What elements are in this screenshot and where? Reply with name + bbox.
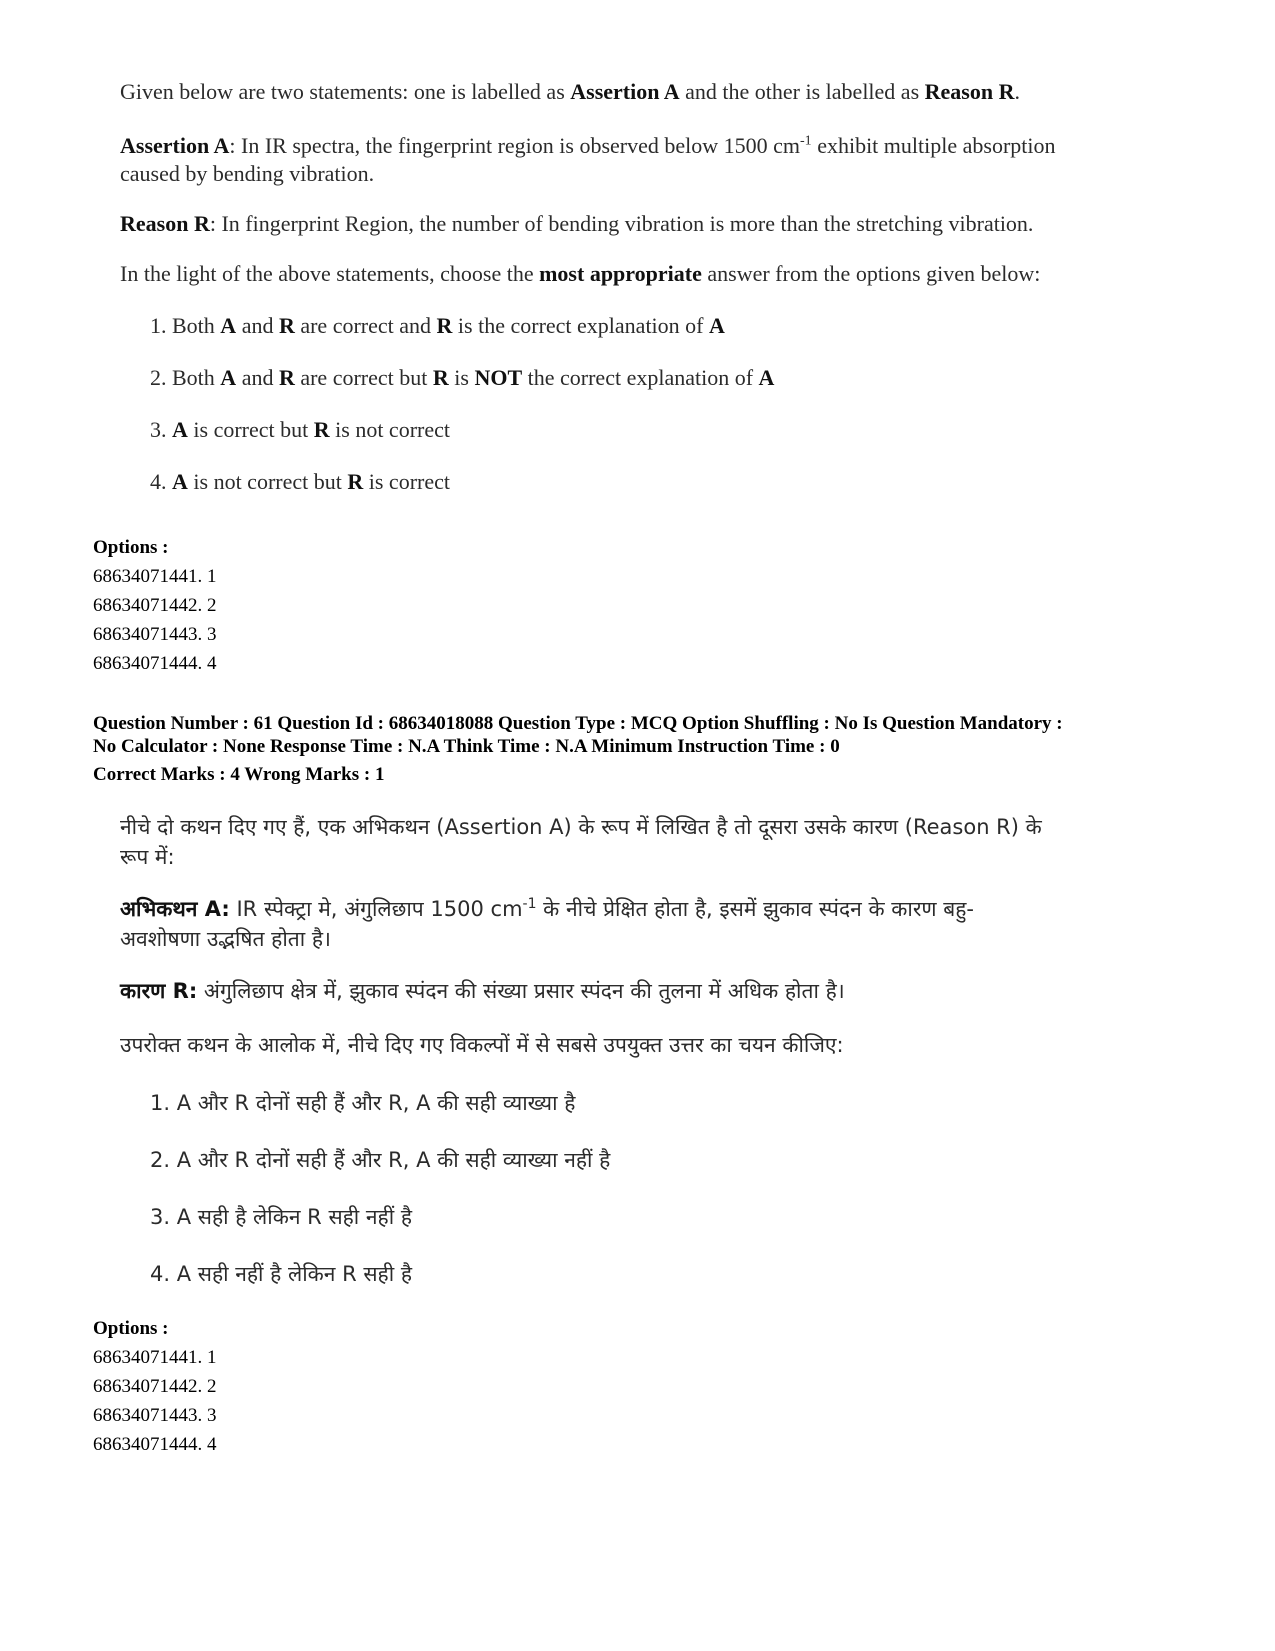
question-prompt: In the light of the above statements, choose the most appropriate answer from the options given below: <box>120 261 1041 286</box>
question-intro-hindi: नीचे दो कथन दिए गए हैं, एक अभिकथन (Assertion A) के रूप में लिखित है तो दूसरा उसके कारण (Reason R) के रूप में: <box>120 815 1042 869</box>
question-prompt-hindi: उपरोक्त कथन के आलोक में, नीचे दिए गए विकल्पों में से सबसे उपयुक्त उत्तर का चयन कीजिए: <box>120 1033 844 1057</box>
options-header: Options : <box>93 1318 169 1339</box>
reason-statement: Reason R: In fingerprint Region, the number of bending vibration is more than the stretching vibration. <box>120 211 1034 236</box>
options-list <box>93 1314 217 1459</box>
question-english <box>120 78 1200 496</box>
choice-3: 3. A is correct but R is not correct <box>150 417 450 442</box>
options-header: Options : <box>93 537 169 558</box>
option-item: 68634071442. 2 <box>93 1376 217 1397</box>
option-item: 68634071444. 4 <box>93 1434 217 1455</box>
choice-3-hindi: 3. A सही है लेकिन R सही नहीं है <box>150 1205 412 1229</box>
choice-1-hindi: 1. A और R दोनों सही हैं और R, A की सही व्याख्या है <box>150 1091 576 1115</box>
choice-4: 4. A is not correct but R is correct <box>150 469 450 494</box>
option-item: 68634071442. 2 <box>93 595 217 616</box>
metadata-line: No Calculator : None Response Time : N.A Think Time : N.A Minimum Instruction Time : 0 <box>93 736 840 757</box>
choice-1: 1. Both A and R are correct and R is the correct explanation of A <box>150 313 725 338</box>
options-list <box>93 533 217 678</box>
assertion-statement-hindi: अभिकथन A: IR स्पेक्ट्रा मे, अंगुलिछाप 1500 $cm^{-1}$ के नीचे प्रेक्षित होता है, इसमें झुकाव स्पंदन के कारण बहु- अवशोषणा उद्भषित होता है। <box>120 896 974 951</box>
question-metadata <box>93 712 1193 786</box>
metadata-line: Question Number : 61 Question Id : 68634018088 Question Type : MCQ Option Shuffling : No Is Question Mandatory : <box>93 713 1063 734</box>
choice-2: 2. Both A and R are correct but R is NOT the correct explanation of A <box>150 365 775 390</box>
question-hindi <box>120 812 1200 1289</box>
option-item: 68634071443. 3 <box>93 624 217 645</box>
choice-4-hindi: 4. A सही नहीं है लेकिन R सही है <box>150 1262 412 1286</box>
assertion-statement: Assertion A: In IR spectra, the fingerprint region is observed below 1500 $cm^{-1}$ exhibit multiple absorption caused by bending vibration. <box>120 133 1056 186</box>
reason-statement-hindi: कारण R: अंगुलिछाप क्षेत्र में, झुकाव स्पंदन की संख्या प्रसार स्पंदन की तुलना में अधिक होता है। <box>120 979 845 1003</box>
option-item: 68634071441. 1 <box>93 566 217 587</box>
choice-2-hindi: 2. A और R दोनों सही हैं और R, A की सही व्याख्या नहीं है <box>150 1148 611 1172</box>
option-item: 68634071443. 3 <box>93 1405 217 1426</box>
question-intro: Given below are two statements: one is labelled as Assertion A and the other is labelled as Reason R. <box>120 79 1020 104</box>
metadata-line: Correct Marks : 4 Wrong Marks : 1 <box>93 764 385 785</box>
option-item: 68634071444. 4 <box>93 653 217 674</box>
option-item: 68634071441. 1 <box>93 1347 217 1368</box>
